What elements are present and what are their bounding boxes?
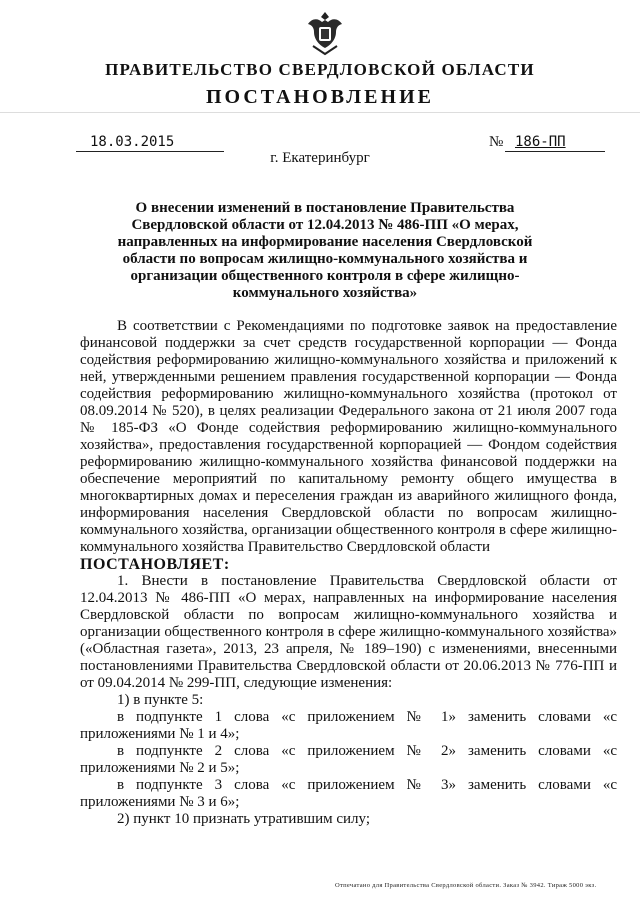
city: г. Екатеринбург bbox=[270, 150, 370, 166]
decides-heading: ПОСТАНОВЛЯЕТ: bbox=[80, 556, 230, 573]
decree-body bbox=[80, 318, 617, 828]
decree-date: 18.03.2015 bbox=[90, 134, 175, 150]
coat-of-arms-icon bbox=[300, 8, 350, 58]
item-1-2: 2) пункт 10 признать утратившим силу; bbox=[117, 811, 371, 827]
number-label: № bbox=[489, 134, 504, 150]
government-name: ПРАВИТЕЛЬСТВО СВЕРДЛОВСКОЙ ОБЛАСТИ bbox=[105, 60, 535, 79]
header-divider bbox=[0, 112, 640, 113]
print-note: Отпечатано для Правительства Свердловской области. Заказ № 3942. Тираж 5000 экз. bbox=[335, 882, 597, 889]
subitem-2: в подпункте 2 слова «с приложением № 2» заменить словами «с приложениями № 2 и 5»; bbox=[80, 743, 617, 776]
decree-number: 186-ПП bbox=[515, 134, 566, 150]
subitem-1: в подпункте 1 слова «с приложением № 1» заменить словами «с приложениями № 1 и 4»; bbox=[80, 709, 617, 742]
subitem-3: в подпункте 3 слова «с приложением № 3» заменить словами «с приложениями № 3 и 6»; bbox=[80, 777, 617, 810]
item-1-1: 1) в пункте 5: bbox=[117, 692, 204, 708]
decree-title: О внесении изменений в постановление Правительства Свердловской области от 12.04.2013 № 486-ПП «О мерах, направленных на информирование населения Свердловской области по вопросам жилищно-коммунального хозяйства и организации общественного контроля в сфере жилищно-коммунального хозяйства» bbox=[117, 200, 533, 301]
preamble: В соответствии с Рекомендациями по подготовке заявок на предоставление финансовой поддержки за счет средств государственной корпорации — Фонда содействия реформированию жилищно-коммунального хозяйства и приложений к ней, утвержденными решением правления государственной корпорации — Фонда содействия реформированию жилищно-коммунального хозяйства (протокол от 08.09.2014 № 520), в целях реализации Федерального закона от 21 июля 2007 года № 185-ФЗ «О Фонде содействия реформированию жилищно-коммунального хозяйства», предоставления государственной корпорацией — Фондом содействия реформированию жилищно-коммунального хозяйства финансовой поддержки на обеспечение мероприятий по капитальному ремонту общего имущества в многоквартирных домах и переселения граждан из аварийного жилищного фонда, информирования населения Свердловской области по вопросам жилищно-коммунального хозяйства, организации общественного контроля в сфере жилищно-коммунального хозяйства Правительство Свердловской области bbox=[80, 318, 617, 555]
document-type: ПОСТАНОВЛЕНИЕ bbox=[206, 86, 434, 108]
item-1: 1. Внести в постановление Правительства Свердловской области от 12.04.2013 № 486-ПП «О мерах, направленных на информирование населения Свердловской области по вопросам жилищно-коммунального хозяйства и организации общественного контроля в сфере жилищно-коммунального хозяйства» («Областная газета», 2013, 23 апреля, № 189–190) с изменениями, внесенными постановлениями Правительства Свердловской области от 20.06.2013 № 776-ПП и от 09.04.2014 № 299-ПП, следующие изменения: bbox=[80, 573, 617, 691]
